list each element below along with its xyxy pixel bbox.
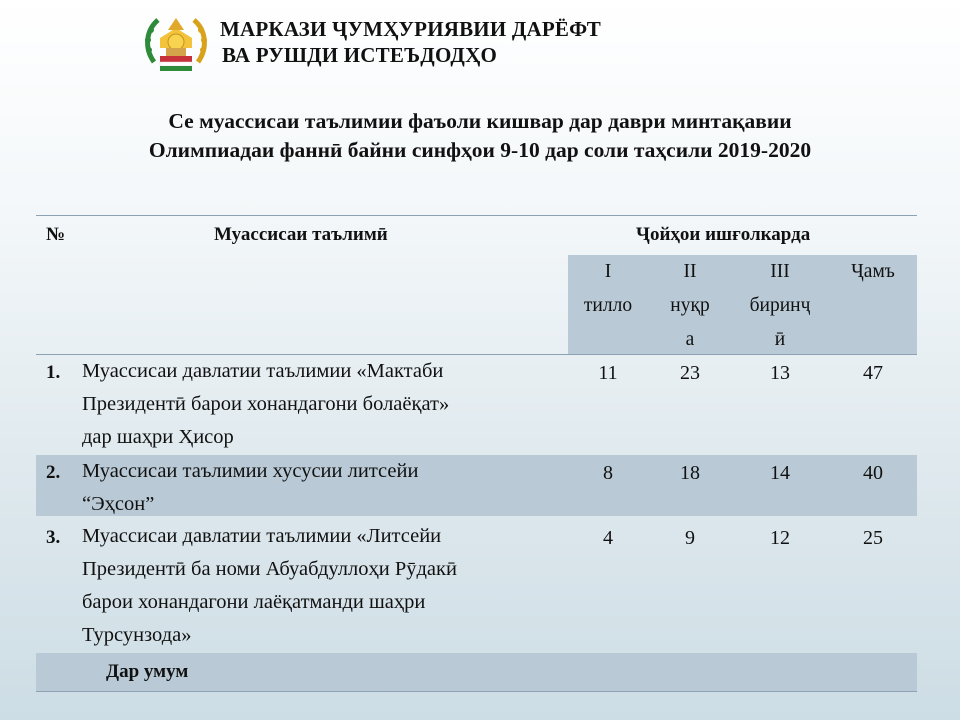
page-title [0,107,960,165]
subheader-silver [650,255,730,357]
row-2-silver: 18 [680,462,700,484]
organization-name [220,16,601,68]
row-3-bronze: 12 [770,527,790,549]
row-1-line-1: Муассисаи давлатии таълимии «Мактаби [82,360,444,382]
header-number: № [46,224,66,245]
row-1-bronze: 13 [770,362,790,384]
row-2-gold: 8 [603,462,613,484]
row-3-line-1: Муассисаи давлатии таълимии «Литсейи [82,525,442,547]
silver-label-wrap: а [685,329,695,350]
silver-roman: II [683,261,697,282]
table-top-line [36,215,917,216]
row-3-silver: 9 [685,527,695,549]
bronze-label-wrap: ӣ [774,329,786,350]
row-3-line-2: Президентӣ ба номи Абуабдуллоҳи Рӯдакӣ [82,558,457,580]
row-2-line-1: Муассисаи таълимии хусусии литсейи [82,460,419,482]
gold-label: тилло [583,295,633,316]
row-1-line-3: дар шаҳри Ҳисор [82,426,234,448]
row-2-institution [82,455,582,521]
row-1-line-2: Президентӣ барои хонандагони болаёқат» [82,393,450,415]
table-bottom-line [36,691,917,692]
row-1-gold: 11 [598,362,618,384]
gold-roman: I [604,261,612,282]
header-institution: Муассисаи таълимӣ [214,224,388,245]
row-1-silver: 23 [680,362,700,384]
header-places: Ҷойҳои ишғолкарда [636,224,811,245]
footer-total-label: Дар умум [106,661,189,682]
row-1-total: 47 [863,362,883,384]
row-3-institution [82,520,582,652]
row-2-total: 40 [863,462,883,484]
silver-label: нуқр [670,295,710,316]
row-3-line-4: Турсунзода» [82,624,192,646]
bronze-roman: III [770,261,790,282]
subheader-total [828,255,918,289]
subheader-gold [568,255,648,323]
row-3-total: 25 [863,527,883,549]
row-1-number: 1. [46,362,61,383]
row-1-institution [82,355,582,454]
title-line-1: Се муассисаи таълимии фаъоли кишвар дар даври минтақавии [168,109,792,133]
row-2-bronze: 14 [770,462,790,484]
bronze-label: биринҷ [749,295,811,316]
org-line-2: ВА РУШДИ ИСТЕЪДОДҲО [222,43,497,67]
org-line-1: МАРКАЗИ ҶУМҲУРИЯВИИ ДАРЁФТ [220,17,601,41]
row-3-line-3: барои хонандагони лаёқатманди шаҳри [82,591,426,613]
coat-of-arms-emblem [140,8,212,80]
row-3-gold: 4 [603,527,613,549]
row-2-line-2: “Эҳсон” [82,493,155,515]
subheader-bronze [734,255,826,357]
title-line-2: Олимпиадаи фаннӣ байни синфҳои 9-10 дар соли таҳсили 2019-2020 [148,138,812,162]
row-2-number: 2. [46,462,61,483]
total-label: Ҷамъ [851,261,895,282]
row-3-number: 3. [46,527,61,548]
